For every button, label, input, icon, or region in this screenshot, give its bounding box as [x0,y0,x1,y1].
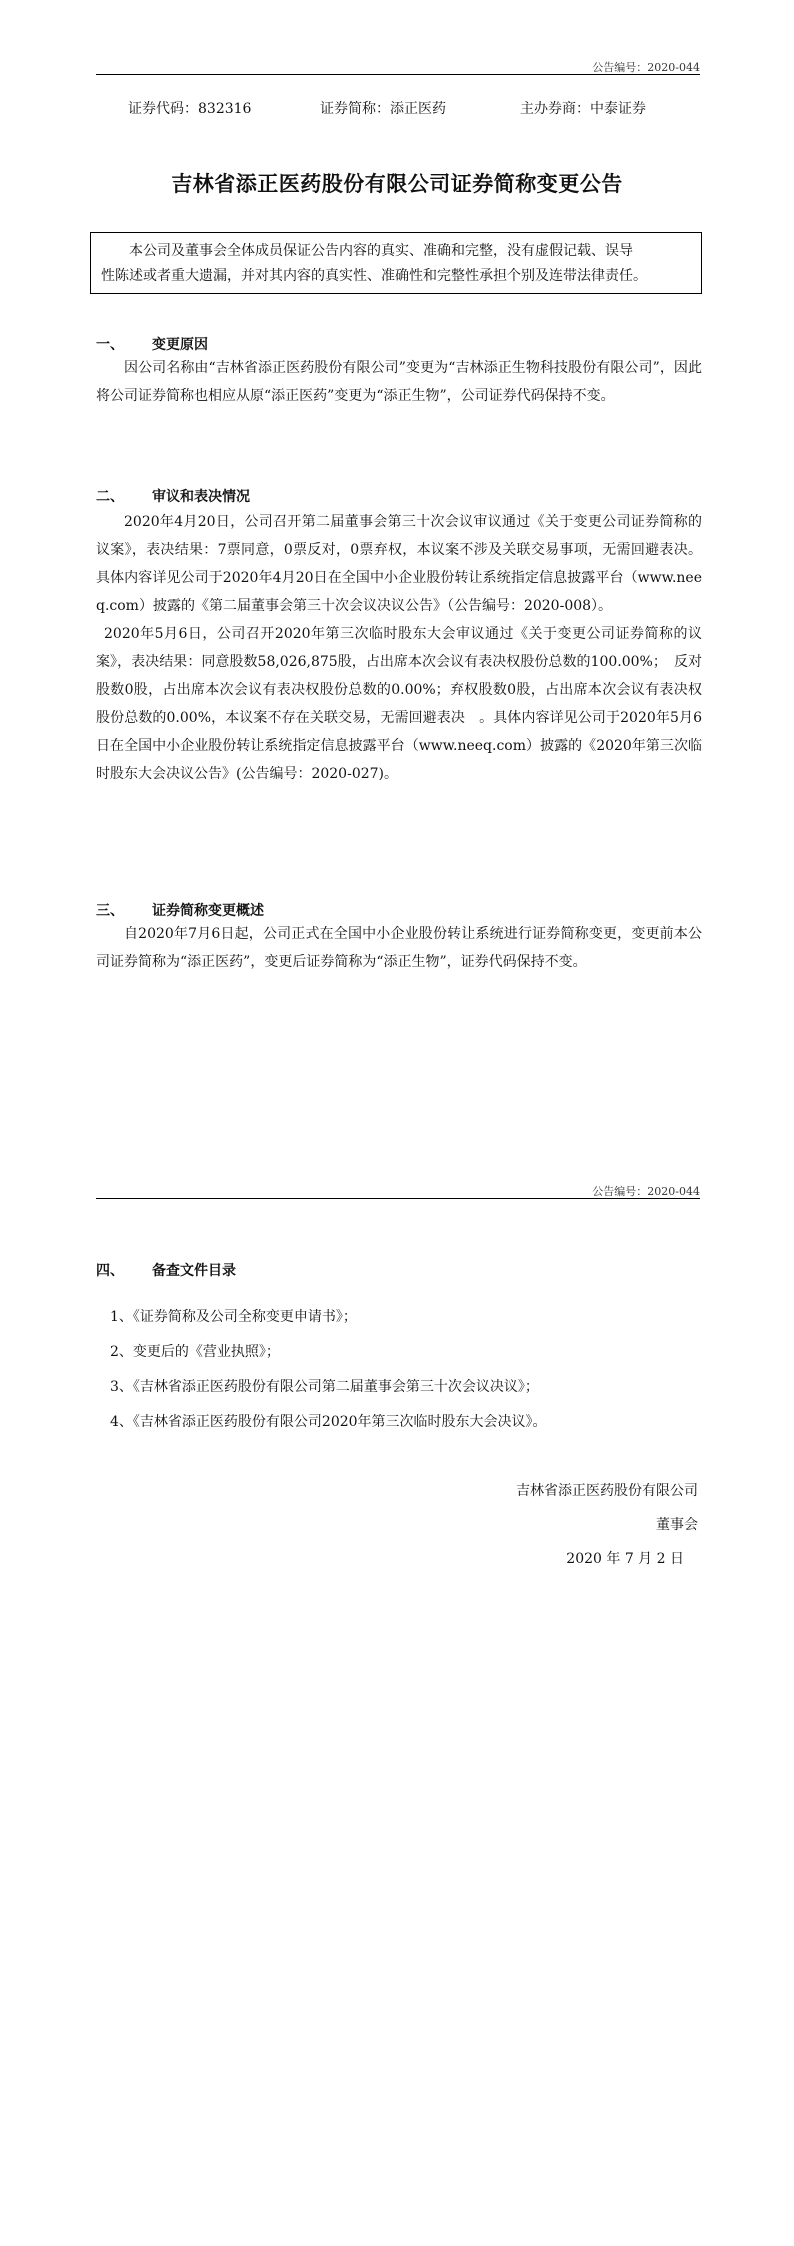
section-2-paragraph-2: 2020年5月6日，公司召开2020年第三次临时股东大会审议通过《关于变更公司证券简称的议案》，表决结果：同意股数58,026,875股，占出席本次会议有表决权股份总数的100.00%； 反对股数0股，占出席本次会议有表决权股份总数的0.00%；弃权股数0股，占出席本次会议有表决权股份总数的0.00%，本议案不存在关联交易，无需回避表决 。具体内容详见公司于2020年5月6日在全国中小企业股份转让系统指定信息披露平台（www.neeq.com）披露的《2020年第三次临时股东大会决议公告》(公告编号：2020-027)。 [96,626,702,782]
statement-line-1: 本公司及董事会全体成员保证公告内容的真实、准确和完整，没有虚假记载、误导 [129,243,633,259]
announcement-number: 公告编号：2020-044 [592,61,700,74]
list-item: 2、变更后的《营业执照》； [110,1344,280,1360]
signature-date: 2020 年 7 月 2 日 [566,1551,684,1567]
section-1-title: 变更原因 [152,337,208,353]
list-item: 3、《吉林省添正医药股份有限公司第二届董事会第三十次会议决议》； [110,1379,539,1395]
section-3-number: 三、 [96,903,124,919]
statement-line-2: 性陈述或者重大遗漏，并对其内容的真实性、准确性和完整性承担个别及连带法律责任。 [101,268,647,284]
section-1-number: 一、 [96,337,124,353]
section-1-text: 因公司名称由“吉林省添正医药股份有限公司”变更为“吉林添正生物科技股份有限公司”，因此将公司证券简称也相应从原“添正医药”变更为“添正生物”，公司证券代码保持不变。 [96,360,702,404]
page-2-header-rule [96,1198,700,1199]
statement-box [90,232,702,294]
section-3-title: 证券简称变更概述 [152,903,264,919]
section-1-body [96,354,702,410]
sponsor-broker: 主办券商：中泰证券 [520,101,646,117]
reference-documents-list [110,1300,547,1440]
document-title: 吉林省添正医药股份有限公司证券简称变更公告 [171,171,623,196]
section-2-title: 审议和表决情况 [152,489,250,505]
list-item: 4、《吉林省添正医药股份有限公司2020年第三次临时股东大会决议》。 [110,1414,547,1430]
section-2-heading [96,486,250,506]
header-rule [96,74,700,75]
section-1-heading [96,334,208,354]
section-3-heading [96,900,264,920]
section-3-body [96,920,702,976]
signature-board: 董事会 [656,1517,698,1533]
stock-abbreviation: 证券简称：添正医药 [320,101,446,117]
section-2-paragraph-1: 2020年4月20日，公司召开第二届董事会第三十次会议审议通过《关于变更公司证券简称的议案》，表决结果：7票同意，0票反对，0票弃权，本议案不涉及关联交易事项，无需回避表决。具体内容详见公司于2020年4月20日在全国中小企业股份转让系统指定信息披露平台（www.neeq.com）披露的《第二届董事会第三十次会议决议公告》（公告编号：2020-008）。 [96,514,702,614]
section-4-title: 备查文件目录 [152,1263,236,1279]
section-4-number: 四、 [96,1263,124,1279]
section-2-number: 二、 [96,489,124,505]
section-4-heading [96,1260,236,1280]
page-2-announcement-number: 公告编号：2020-044 [592,1185,700,1198]
section-2-body [96,508,702,788]
section-3-text: 自2020年7月6日起，公司正式在全国中小企业股份转让系统进行证券简称变更，变更前本公司证券简称为“添正医药”，变更后证券简称为“添正生物”，证券代码保持不变。 [96,926,702,970]
signature-company: 吉林省添正医药股份有限公司 [516,1483,698,1499]
list-item: 1、《证券简称及公司全称变更申请书》； [110,1309,357,1325]
stock-code: 证券代码：832316 [128,101,252,117]
